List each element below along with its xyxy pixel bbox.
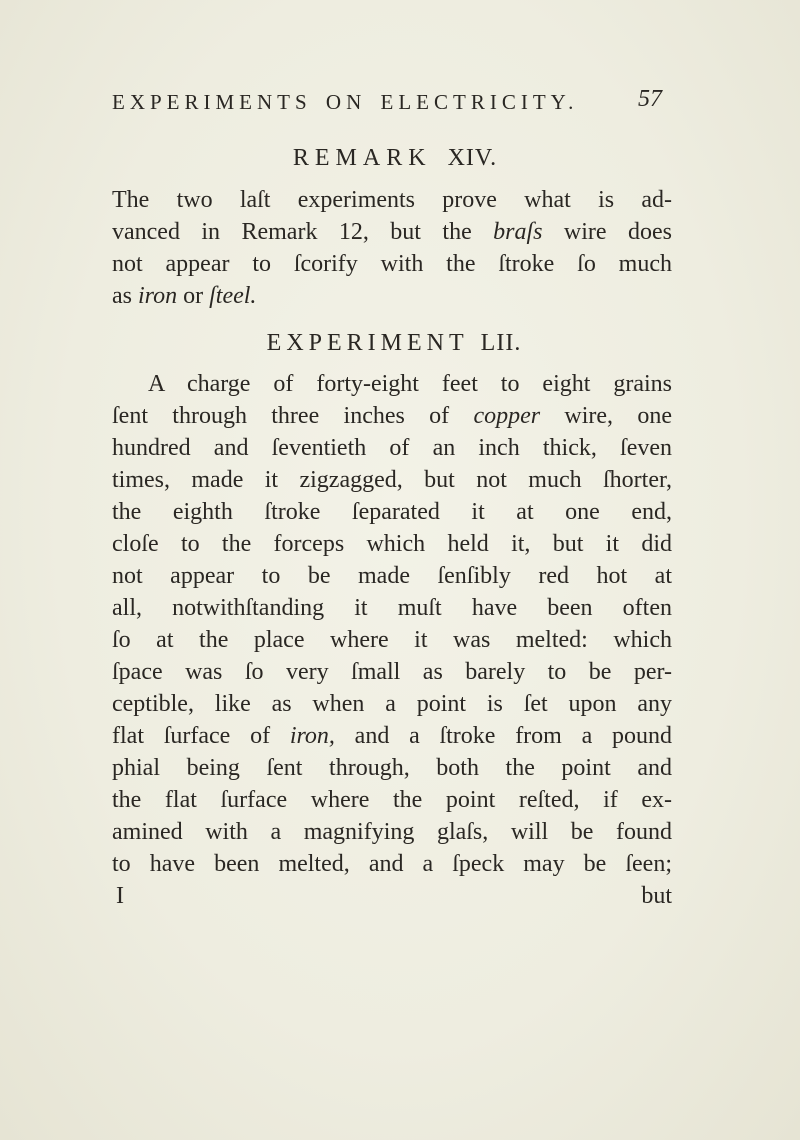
text-span: flat ſurface of [112,723,290,749]
experiment-line [112,784,672,816]
text-span: cloſe to the forceps which held it, but it did [112,531,672,557]
text-span: the eighth ſtroke ſeparated it at one end, [112,499,672,525]
remark-line [112,248,672,280]
remark-numeral: XIV. [447,145,498,171]
experiment-line [112,528,672,560]
experiment-line [112,688,672,720]
text-span: as [112,283,138,309]
remark-line [112,216,672,248]
experiment-line [112,496,672,528]
running-head [112,86,672,122]
experiment-line [112,848,672,880]
experiment-line [112,816,672,848]
text-span: ſo at the place where it was melted: which [112,627,672,653]
text-span: times, made it zigzagged, but not much ſhorter, [112,467,672,493]
text-span: to have been melted, and a ſpeck may be ſeen; [112,851,672,877]
running-title: EXPERIMENTS ON ELECTRICITY. [112,90,579,114]
italic-term: iron [138,283,178,309]
text-span: vanced in Remark 12, but the [112,219,494,245]
catchword: but [641,883,672,909]
text-span: not appear to ſcorify with the ſtroke ſo much [112,251,672,277]
text-span: the flat ſurface where the point reſted, if ex- [112,787,672,813]
page-number: 57 [638,86,662,112]
experiment-line [112,432,672,464]
experiment-line [112,752,672,784]
experiment-heading [112,324,672,362]
text-span: ſent through three inches of [112,403,474,429]
text-span: The two laſt experiments prove what is ad- [112,187,672,213]
text-span: not appear to be made ſenſibly red hot at [112,563,672,589]
experiment-line [112,720,672,752]
italic-term: iron, [289,723,335,749]
experiment-numeral: LII. [480,330,522,356]
catch-line [112,880,672,912]
experiment-line [112,464,672,496]
experiment-line [112,624,672,656]
text-span: ſpace was ſo very ſmall as barely to be per- [112,659,672,685]
text-block [112,138,672,912]
experiment-line [112,368,672,400]
experiment-line [112,592,672,624]
italic-term: copper [473,403,541,429]
experiment-label: EXPERIMENT [266,330,469,356]
experiment-line [112,560,672,592]
remark-line [112,184,672,216]
remark-heading [112,138,672,178]
text-span: hundred and ſeventieth of an inch thick, ſeven [112,435,672,461]
text-span: wire, one [540,403,672,429]
text-span: ceptible, like as when a point is ſet upon any [112,691,672,717]
experiment-line [112,656,672,688]
remark-label: REMARK [292,145,432,171]
text-span: and a ſtroke from a pound [334,723,672,749]
experiment-line [112,400,672,432]
italic-term: ſteel. [209,283,257,309]
text-span: or [177,283,210,309]
text-span: phial being ſent through, both the point and [112,755,672,781]
italic-term: braſs [493,219,543,245]
text-span: wire does [542,219,672,245]
remark-line [112,280,672,312]
signature-mark: I [116,883,124,909]
text-span: A charge of forty-eight feet to eight grains [148,371,672,397]
text-span: amined with a magnifying glaſs, will be found [112,819,672,845]
text-span: all, notwithſtanding it muſt have been often [112,595,672,621]
